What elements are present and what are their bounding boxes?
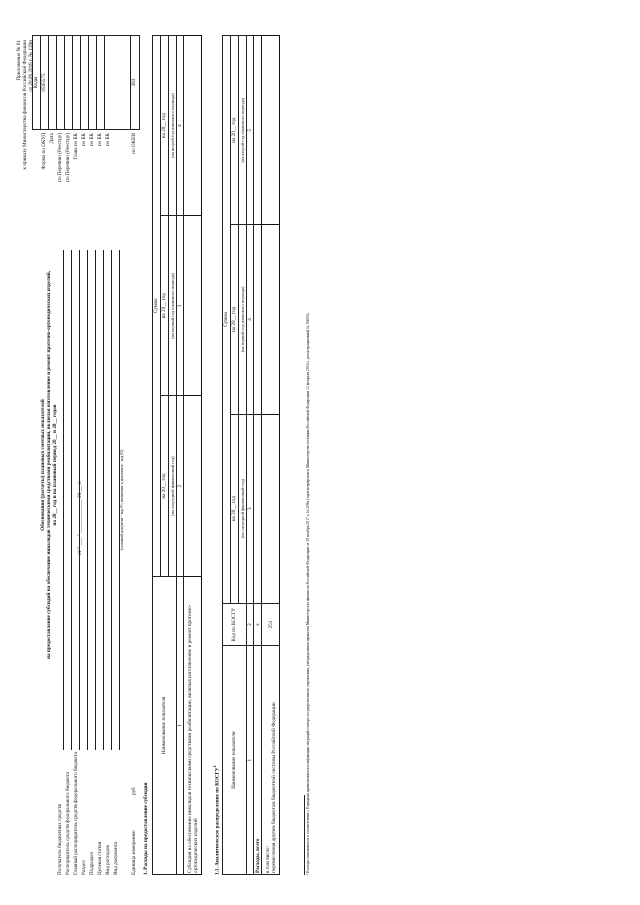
s1-row-subsidy-y1[interactable] <box>184 396 202 576</box>
s11-col-code: Код по КОСГУ <box>223 603 247 646</box>
section1-title: 1. Расходы на предоставление субсидии <box>143 782 149 875</box>
s1-col-year2: на 20__ год <box>161 216 169 396</box>
s11-row-transfer <box>262 646 280 875</box>
label-form-okud: Форма по ОКУД <box>41 133 47 170</box>
section11-footnote-mark: 1 <box>212 765 217 768</box>
s11-row-transfer-y3[interactable] <box>262 36 280 225</box>
s11-row-total-code: х <box>254 603 262 646</box>
label-by-bk-4: по БК <box>105 133 111 147</box>
s1-col-year2-sub: (на первый год планового периода) <box>169 216 177 396</box>
field-recipient: Получатель бюджетных средств <box>57 804 63 875</box>
field-target-article: Целевая статья <box>97 841 103 875</box>
s1-col-year3: на 20__ год <box>161 36 169 216</box>
section11-title <box>212 765 221 875</box>
label-by-bk-1: по БК <box>81 133 87 147</box>
field-expense-type: Вид расходов <box>105 845 111 875</box>
s1-num-4: 4 <box>177 36 184 216</box>
s1-row-subsidy-y3[interactable] <box>184 36 202 216</box>
s11-row-total: Расходы, всего <box>254 646 262 875</box>
s11-num-4: 4 <box>247 225 254 414</box>
section11-title-text: 1.1. Аналитическое распределение по КОСГУ <box>214 767 221 875</box>
label-by-okei: по ОКЕИ <box>131 133 137 154</box>
s11-row-total-y1[interactable] <box>254 414 262 603</box>
field-section: Раздел <box>81 860 87 875</box>
label-by-list-2: по Перечню (Реестру) <box>65 133 71 182</box>
okei-code: 383 <box>131 78 137 87</box>
doc-type-note: (основной документ - код 01; изменение к документу - код 02) <box>120 449 124 551</box>
field-subsection: Подраздел <box>89 851 95 875</box>
s1-col-year3-sub: (на второй год планового периода) <box>169 36 177 216</box>
section1-table <box>152 35 202 875</box>
s11-row-transfer-y2[interactable] <box>262 225 280 414</box>
s11-num-3: 3 <box>247 414 254 603</box>
appendix-number: Приложение № 61 <box>16 40 22 81</box>
s11-col-name: Наименование показателя <box>223 646 247 875</box>
s11-row-transfer-y1[interactable] <box>262 414 280 603</box>
title-line1: Обоснования (расчеты) плановых сметных показателей <box>40 399 46 531</box>
s1-col-sum: Сумма <box>153 36 161 577</box>
label-by-bk-2: по БК <box>89 133 95 147</box>
s11-row-total-y2[interactable] <box>254 225 262 414</box>
s11-row-total-y3[interactable] <box>254 36 262 225</box>
s1-row-subsidy-y2[interactable] <box>184 216 202 396</box>
s1-col-year1-sub: (на очередной финансовый год) <box>169 396 177 576</box>
s11-col-year3: на 20__ год <box>231 36 239 225</box>
unit-label: Единица измерения: <box>131 829 137 875</box>
s1-col-name: Наименование показателя <box>153 576 177 874</box>
s11-col-year1: на 20__ год <box>231 414 239 603</box>
s1-row-subsidy: Субсидия на обеспечение инвалидов техническими средствами реабилитации, включая изготовление и ремонт протезно-ортопедических изделий <box>184 576 202 874</box>
s11-col-year3-sub: (на второй год планового периода) <box>239 36 247 225</box>
s11-num-5: 5 <box>247 36 254 225</box>
label-by-bk-3: по БК <box>97 133 103 147</box>
section11-table <box>222 35 280 875</box>
label-chapter-bk: Глава по БК <box>73 133 79 160</box>
footnote: ¹ Расходы заполняются в соответствии с Порядком применения классификации операций сектора государственного управления, утвержденным приказом Министерства финансов Российской Федерации от 29 ноября 2017 г. № 209н (зарегистрирован в Министерстве юстиции Российской Федерации 12 февраля 2018 г., регистрационный № 50003). <box>306 312 310 875</box>
s11-row-transfer-label: перечисления другим бюджетам бюджетной системы Российской Федерации <box>270 702 277 873</box>
title-line3: на 20__ год и на плановый период 20__ и 20__ годов <box>52 404 59 526</box>
s11-col-sum: Сумма <box>223 36 231 604</box>
s1-col-year1: на 20__ год <box>161 396 169 576</box>
s1-num-3: 3 <box>177 216 184 396</box>
s1-num-1: 1 <box>177 576 184 874</box>
s11-row-incl: в том числе: <box>264 845 271 873</box>
field-doc-type: Вид документа <box>113 841 119 875</box>
appendix-order: к приказу Министерства финансов Российской Федерации <box>22 40 29 170</box>
s11-col-year1-sub: (на очередной финансовый год) <box>239 414 247 603</box>
s11-num-1: 1 <box>247 646 254 875</box>
s1-num-2: 2 <box>177 396 184 576</box>
s11-row-transfer-code: 251 <box>262 603 280 646</box>
label-by-list: по Перечню (Реестру) <box>57 133 63 182</box>
unit-value: руб <box>131 787 137 795</box>
label-date: Дата <box>49 133 55 144</box>
form-code: 0505575 <box>41 73 47 92</box>
field-manager: Распорядитель средств федерального бюджета <box>65 771 71 875</box>
s11-num-2: 2 <box>247 603 254 646</box>
s11-col-year2-sub: (на первый год планового периода) <box>239 225 247 414</box>
s11-col-year2: на 20__ год <box>231 225 239 414</box>
form-date-line: от " ___ " _____________ 20___ г. <box>77 480 83 555</box>
title-line2: на предоставление субсидий на обеспечение инвалидов техническими средствами реабилитации, включая изготовление и ремонт протезно-ортопедических изделий, <box>46 270 53 660</box>
appendix-date: от 20.06.2018 г. № 139н <box>28 40 35 92</box>
field-main-manager: Главный распорядитель средств федерального бюджета <box>73 751 79 875</box>
codes-header: Коды <box>33 76 39 89</box>
